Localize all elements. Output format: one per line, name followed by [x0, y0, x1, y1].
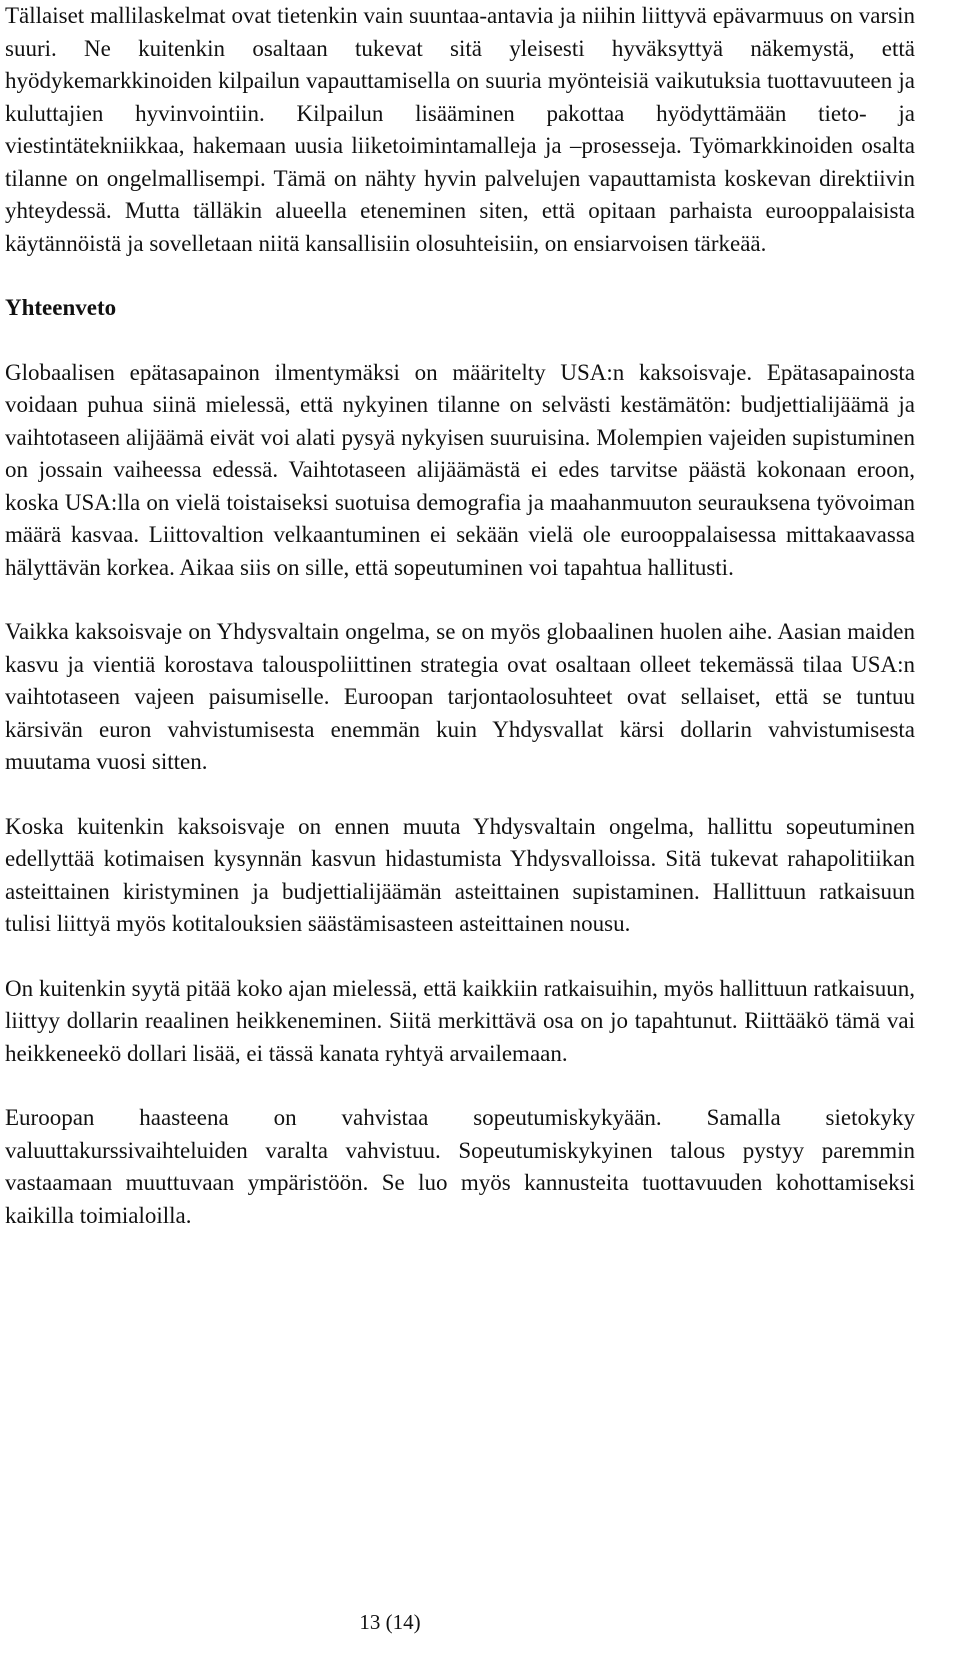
page-number: 13 (14)	[359, 1610, 421, 1634]
document-page	[5, 0, 915, 1232]
body-paragraph: Tällaiset mallilaskelmat ovat tietenkin vain suuntaa-antavia ja niihin liittyvä epävarmuus on varsin suuri. Ne kuitenkin osaltaan tukevat sitä yleisesti hyväksyttyä näkemystä, että hyödykemarkkinoiden kilpailun vapauttamisella on suuria myönteisiä vaikutuksia tuottavuuteen ja kuluttajien hyvinvointiin. Kilpailun lisääminen pakottaa hyödyttämään tieto- ja viestintätekniikkaa, hakemaan uusia liiketoimintamalleja ja –prosesseja. Työmarkkinoiden osalta tilanne on ongelmallisempi. Tämä on nähty hyvin palvelujen vapauttamista koskevan direktiivin yhteydessä. Mutta tälläkin alueella eteneminen siten, että opitaan parhaista eurooppalaisista käytännöistä ja sovelletaan niitä kansallisiin olosuhteisiin, on ensiarvoisen tärkeää.	[5, 3, 915, 256]
body-paragraph: Euroopan haasteena on vahvistaa sopeutumiskykyään. Samalla sietokyky valuuttakurssivaihteluiden varalta vahvistuu. Sopeutumiskykyinen talous pystyy paremmin vastaamaan muuttuvaan ympäristöön. Se luo myös kannusteita tuottavuuden kohottamiseksi kaikilla toimialoilla.	[5, 1105, 915, 1228]
section-heading: Yhteenveto	[5, 295, 117, 320]
body-paragraph: Vaikka kaksoisvaje on Yhdysvaltain ongelma, se on myös globaalinen huolen aihe. Aasian maiden kasvu ja vientiä korostava talouspoliittinen strategia ovat osaltaan olleet tekemässä tilaa USA:n vaihtotaseen vajeen paisumiselle. Euroopan tarjontaolosuhteet ovat sellaiset, että se tuntuu kärsivän euron vahvistumisesta enemmän kuin Yhdysvallat kärsi dollarin vahvistumisesta muutama vuosi sitten.	[5, 619, 915, 774]
body-paragraph: On kuitenkin syytä pitää koko ajan mielessä, että kaikkiin ratkaisuihin, myös hallittuun ratkaisuun, liittyy dollarin reaalinen heikkeneminen. Siitä merkittävä osa on jo tapahtunut. Riittääkö tämä vai heikkeneekö dollari lisää, ei tässä kanata ryhtyä arvailemaan.	[5, 975, 915, 1066]
body-paragraph: Globaalisen epätasapainon ilmentymäksi on määritelty USA:n kaksoisvaje. Epätasapainosta voidaan puhua siinä mielessä, että nykyinen tilanne on selvästi kestämätön: budjettialijäämä ja vaihtotaseen alijäämä eivät voi alati pysyä nykyisen suuruisina. Molempien vajeiden supistuminen on jossain vaiheessa edessä. Vaihtotaseen alijäämästä ei edes tarvitse päästä kokonaan eroon, koska USA:lla on vielä toistaiseksi suotuisa demografia ja maahanmuuton seurauksena työvoiman määrä kasvaa. Liittovaltion velkaantuminen ei sekään vielä ole eurooppalaisessa mittakaavassa hälyttävän korkea. Aikaa siis on sille, että sopeutuminen voi tapahtua hallitusti.	[5, 359, 915, 580]
body-paragraph: Koska kuitenkin kaksoisvaje on ennen muuta Yhdysvaltain ongelma, hallittu sopeutuminen edellyttää kotimaisen kysynnän kasvun hidastumista Yhdysvalloissa. Sitä tukevat rahapolitiikan asteittainen kiristyminen ja budjettialijäämän asteittainen supistaminen. Hallittuun ratkaisuun tulisi liittyä myös kotitalouksien säästämisasteen asteittainen nousu.	[5, 813, 915, 936]
